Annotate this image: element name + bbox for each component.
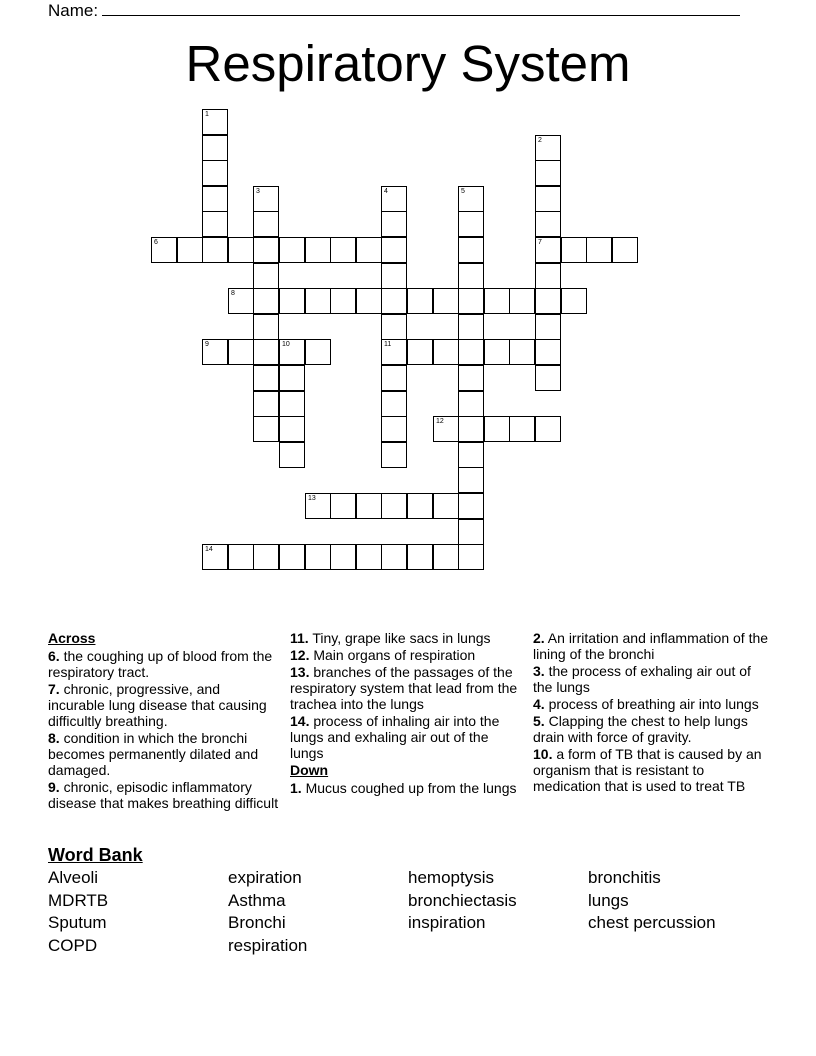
clue-item <box>533 713 769 745</box>
grid-cell[interactable] <box>330 493 356 519</box>
grid-cell[interactable] <box>561 288 587 314</box>
grid-cell[interactable] <box>458 442 484 468</box>
clue-number: 4 <box>384 188 388 195</box>
grid-cell[interactable] <box>381 391 407 417</box>
grid-cell[interactable] <box>381 263 407 289</box>
grid-cell[interactable] <box>535 339 561 365</box>
word-bank-title: Word Bank <box>48 845 143 865</box>
grid-cell[interactable] <box>381 314 407 340</box>
grid-cell[interactable] <box>202 237 228 263</box>
grid-cell[interactable] <box>535 186 561 212</box>
grid-cell[interactable] <box>381 288 407 314</box>
grid-cell[interactable] <box>458 288 484 314</box>
grid-cell[interactable] <box>433 339 459 365</box>
grid-cell[interactable] <box>330 544 356 570</box>
word-bank-item: hemoptysis <box>408 868 494 887</box>
grid-cell[interactable] <box>228 237 254 263</box>
word-bank-item: chest percussion <box>588 913 716 932</box>
clue-number: 14 <box>205 546 213 553</box>
grid-cell[interactable] <box>279 391 305 417</box>
clue-number-label: 11. <box>290 630 309 646</box>
grid-cell[interactable] <box>253 288 279 314</box>
grid-cell[interactable] <box>228 544 254 570</box>
grid-cell[interactable] <box>535 237 561 263</box>
grid-cell[interactable] <box>202 186 228 212</box>
clue-text: the coughing up of blood from the respiratory tract. <box>48 648 273 680</box>
grid-cell[interactable] <box>381 544 407 570</box>
clue-text: Mucus coughed up from the lungs <box>301 780 517 796</box>
word-bank-item: inspiration <box>408 913 486 932</box>
grid-cell[interactable] <box>535 288 561 314</box>
grid-cell[interactable] <box>458 211 484 237</box>
clue-text: chronic, progressive, and incurable lung disease that causing difficultly breathing. <box>48 681 267 729</box>
grid-cell[interactable] <box>458 263 484 289</box>
clue-text: branches of the passages of the respiratory system that lead from the trachea into the lungs <box>290 664 518 712</box>
grid-cell[interactable] <box>305 493 331 519</box>
grid-cell[interactable] <box>279 237 305 263</box>
clue-text: a form of TB that is caused by an organism that is resistant to medication that is used to treat TB <box>533 746 762 794</box>
grid-cell[interactable] <box>202 339 228 365</box>
word-bank-item: Alveoli <box>48 868 99 887</box>
clue-number-label: 4. <box>533 696 545 712</box>
grid-cell[interactable] <box>228 339 254 365</box>
grid-cell[interactable] <box>305 288 331 314</box>
grid-cell[interactable] <box>253 237 279 263</box>
grid-cell[interactable] <box>381 339 407 365</box>
grid-cell[interactable] <box>381 365 407 391</box>
clue-number-label: 7. <box>48 681 60 697</box>
grid-cell[interactable] <box>509 416 535 442</box>
page-title: Respiratory System <box>185 35 631 92</box>
grid-cell[interactable] <box>330 237 356 263</box>
grid-cell[interactable] <box>253 416 279 442</box>
grid-cell[interactable] <box>458 544 484 570</box>
grid-cell[interactable] <box>253 263 279 289</box>
grid-cell[interactable] <box>509 288 535 314</box>
grid-cell[interactable] <box>330 288 356 314</box>
grid-cell[interactable] <box>433 288 459 314</box>
clue-number: 13 <box>308 495 316 502</box>
clue-text: process of breathing air into lungs <box>544 696 759 712</box>
clues-column-2 <box>290 630 522 797</box>
clue-text: An irritation and inflammation of the lining of the bronchi <box>533 630 769 662</box>
grid-cell[interactable] <box>407 544 433 570</box>
grid-cell[interactable] <box>279 544 305 570</box>
clue-item <box>290 647 522 663</box>
grid-cell[interactable] <box>535 211 561 237</box>
grid-cell[interactable] <box>458 186 484 212</box>
grid-cell[interactable] <box>586 237 612 263</box>
grid-cell[interactable] <box>202 211 228 237</box>
grid-cell[interactable] <box>279 365 305 391</box>
grid-cell[interactable] <box>151 237 177 263</box>
grid-cell[interactable] <box>253 186 279 212</box>
clue-number: 8 <box>231 290 235 297</box>
name-label: Name: <box>48 1 99 20</box>
clue-text: process of inhaling air into the lungs and exhaling air out of the lungs <box>290 713 500 761</box>
clue-text: chronic, episodic inflammatory disease that makes breathing difficult <box>48 779 279 811</box>
grid-cell[interactable] <box>484 288 510 314</box>
grid-cell[interactable] <box>253 365 279 391</box>
word-bank-item: Asthma <box>228 891 286 910</box>
grid-cell[interactable] <box>535 263 561 289</box>
word-bank-item: Bronchi <box>228 913 286 932</box>
grid-cell[interactable] <box>612 237 638 263</box>
clue-item <box>290 630 522 646</box>
grid-cell[interactable] <box>458 391 484 417</box>
clue-number: 5 <box>461 188 465 195</box>
clue-item <box>533 746 769 794</box>
clue-item <box>290 713 522 761</box>
grid-cell[interactable] <box>356 237 382 263</box>
grid-cell[interactable] <box>433 544 459 570</box>
clue-number-label: 10. <box>533 746 553 762</box>
word-bank-item: bronchitis <box>588 868 661 887</box>
grid-cell[interactable] <box>407 493 433 519</box>
clue-item <box>290 780 522 796</box>
grid-cell[interactable] <box>407 288 433 314</box>
down-heading: Down <box>290 762 329 778</box>
clue-number-label: 1. <box>290 780 302 796</box>
grid-cell[interactable] <box>305 237 331 263</box>
grid-cell[interactable] <box>484 416 510 442</box>
grid-cell[interactable] <box>433 416 459 442</box>
grid-cell[interactable] <box>509 339 535 365</box>
clue-number-label: 14. <box>290 713 310 729</box>
clue-number: 10 <box>282 341 290 348</box>
clue-text: Main organs of respiration <box>309 647 476 663</box>
grid-cell[interactable] <box>458 314 484 340</box>
grid-cell[interactable] <box>433 493 459 519</box>
clue-item <box>533 663 769 695</box>
word-bank-item: MDRTB <box>48 891 109 910</box>
clue-text: Clapping the chest to help lungs drain with force of gravity. <box>533 713 748 745</box>
clue-item <box>48 730 280 778</box>
clue-number-label: 3. <box>533 663 545 679</box>
word-bank-item: respiration <box>228 936 308 955</box>
grid-cell[interactable] <box>535 416 561 442</box>
word-bank-item: lungs <box>588 891 629 910</box>
clue-text: condition in which the bronchi becomes permanently dilated and damaged. <box>48 730 259 778</box>
clue-number-label: 8. <box>48 730 60 746</box>
grid-cell[interactable] <box>253 314 279 340</box>
grid-cell[interactable] <box>381 442 407 468</box>
grid-cell[interactable] <box>458 493 484 519</box>
clue-number: 11 <box>384 341 392 348</box>
grid-cell[interactable] <box>381 211 407 237</box>
word-bank-item: Sputum <box>48 913 107 932</box>
grid-cell[interactable] <box>356 544 382 570</box>
grid-cell[interactable] <box>381 237 407 263</box>
grid-cell[interactable] <box>253 391 279 417</box>
grid-cell[interactable] <box>202 109 228 135</box>
grid-cell[interactable] <box>561 237 587 263</box>
clue-item <box>48 648 280 680</box>
clue-item <box>533 630 769 662</box>
word-bank-item: expiration <box>228 868 302 887</box>
grid-cell[interactable] <box>458 467 484 493</box>
word-bank-item: bronchiectasis <box>408 891 517 910</box>
grid-cell[interactable] <box>253 339 279 365</box>
clue-number: 1 <box>205 111 209 118</box>
grid-cell[interactable] <box>458 237 484 263</box>
grid-cell[interactable] <box>279 416 305 442</box>
grid-cell[interactable] <box>458 339 484 365</box>
grid-cell[interactable] <box>279 442 305 468</box>
grid-cell[interactable] <box>253 544 279 570</box>
clue-number: 7 <box>538 239 542 246</box>
clues-column-3 <box>533 630 769 795</box>
grid-cell[interactable] <box>202 135 228 161</box>
clues-column-1 <box>48 630 280 812</box>
word-bank-item: COPD <box>48 936 98 955</box>
clue-number-label: 12. <box>290 647 310 663</box>
across-heading: Across <box>48 630 96 646</box>
grid-cell[interactable] <box>458 416 484 442</box>
grid-cell[interactable] <box>381 493 407 519</box>
clue-item <box>290 664 522 712</box>
clue-number-label: 9. <box>48 779 60 795</box>
grid-cell[interactable] <box>305 544 331 570</box>
clue-number: 9 <box>205 341 209 348</box>
grid-cell[interactable] <box>458 365 484 391</box>
grid-cell[interactable] <box>381 186 407 212</box>
clue-number: 3 <box>256 188 260 195</box>
grid-cell[interactable] <box>535 135 561 161</box>
grid-cell[interactable] <box>356 288 382 314</box>
grid-cell[interactable] <box>279 288 305 314</box>
grid-cell[interactable] <box>356 493 382 519</box>
grid-cell[interactable] <box>202 160 228 186</box>
grid-cell[interactable] <box>535 160 561 186</box>
grid-cell[interactable] <box>484 339 510 365</box>
grid-cell[interactable] <box>381 416 407 442</box>
clue-number: 2 <box>538 137 542 144</box>
grid-cell[interactable] <box>535 314 561 340</box>
clue-item <box>533 696 769 712</box>
grid-cell[interactable] <box>305 339 331 365</box>
clue-number: 6 <box>154 239 158 246</box>
grid-cell[interactable] <box>202 544 228 570</box>
clue-number-label: 5. <box>533 713 545 729</box>
clue-number-label: 6. <box>48 648 60 664</box>
clue-item <box>48 681 280 729</box>
grid-cell[interactable] <box>407 339 433 365</box>
grid-cell[interactable] <box>228 288 254 314</box>
clue-number: 12 <box>436 418 444 425</box>
grid-cell[interactable] <box>177 237 203 263</box>
grid-cell[interactable] <box>458 519 484 545</box>
clue-number-label: 2. <box>533 630 545 646</box>
grid-cell[interactable] <box>535 365 561 391</box>
grid-cell[interactable] <box>253 211 279 237</box>
clue-number-label: 13. <box>290 664 310 680</box>
clue-text: Tiny, grape like sacs in lungs <box>308 630 491 646</box>
clue-text: the process of exhaling air out of the lungs <box>533 663 751 695</box>
grid-cell[interactable] <box>279 339 305 365</box>
clue-item <box>48 779 280 811</box>
